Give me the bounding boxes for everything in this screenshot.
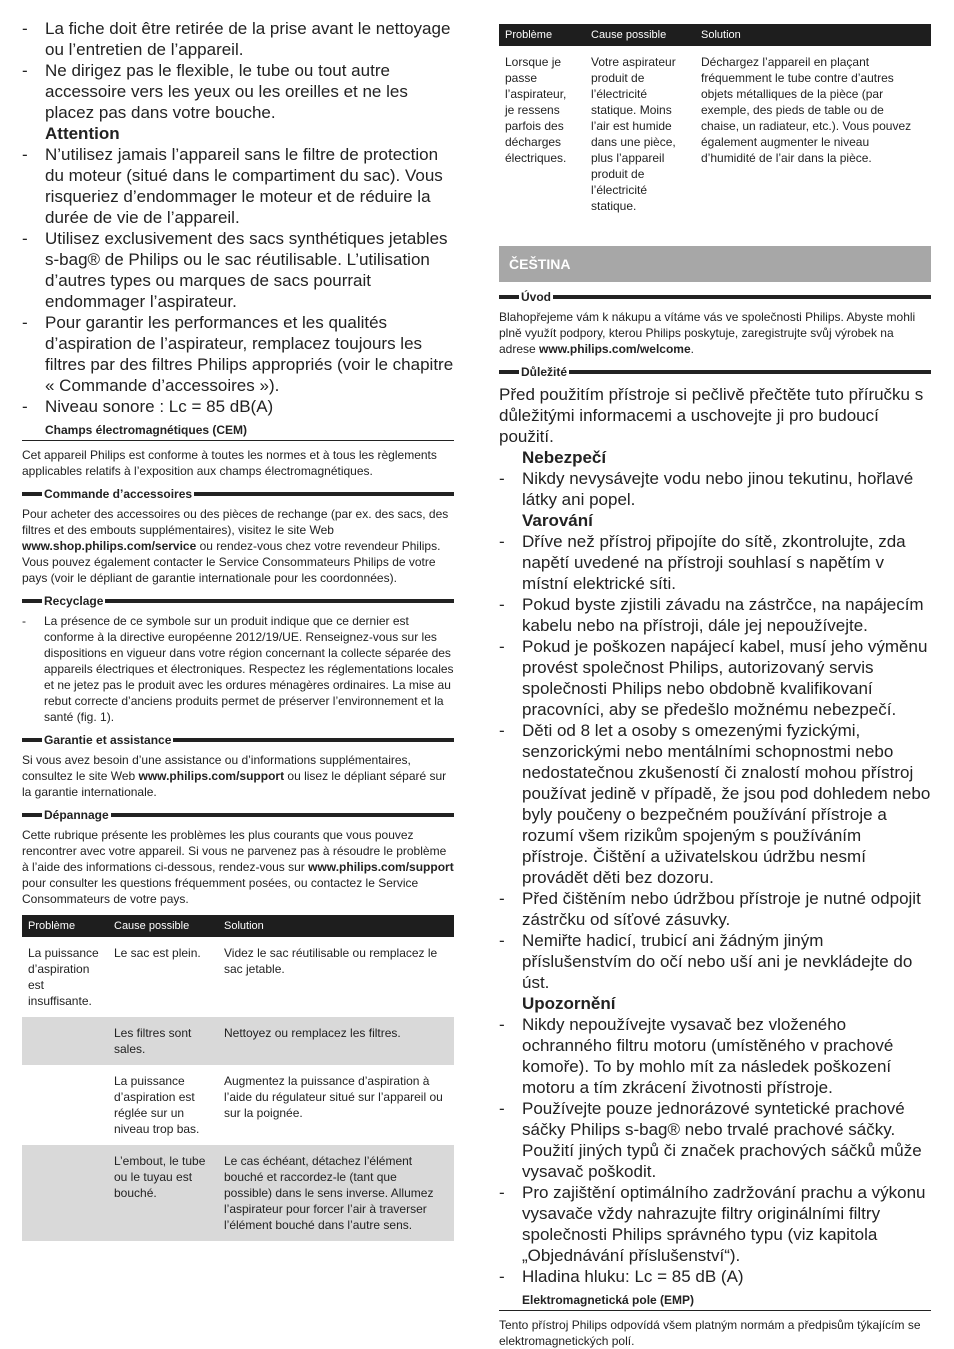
cem-heading-block [22, 423, 454, 441]
solution-cell: Videz le sac réutilisable ou remplacez le sac jetable. [224, 946, 438, 976]
table-row [22, 1017, 454, 1065]
cause-cell: La puissance d’aspiration est réglée sur un niveau trop bas. [114, 1074, 200, 1136]
problem-cell: Lorsque je passe l’aspirateur, je ressens parfois des décharges électriques. [505, 55, 567, 165]
column-header: Problème [22, 915, 108, 937]
solution-cell: Augmentez la puissance d’aspiration à l’aide du régulateur situé sur l’appareil ou sur la poignée. [224, 1074, 443, 1120]
list-item: - Děti od 8 let a osoby s omezenými fyzickými, senzorickými nebo mentálními schopnostmi nebo nedostatečnou zkušeností či znalostí mohou přístroj používat jedině v případě, že jsou pod dohledem nebo byly poučeny o bezpečném používání přístroje a rozumí všem rizikům spojeným s používáním přístroje. Čištění a uživatelskou údržbu nesmí provádět děti bez dozoru. [499, 721, 931, 887]
problem-cell [22, 1065, 108, 1145]
heading-bar [111, 813, 454, 817]
important-heading: Důležité [499, 365, 931, 379]
column-header: Cause possible [585, 24, 695, 46]
solution-cell: Le cas échéant, détachez l’élément bouché et raccordez-le (tant que possible) dans le sens inverse. Allumez l’aspirateur pour forcer l’air à traverser l’élément bouché dans l’autre sens. [218, 1145, 454, 1241]
troubleshooting-heading: Dépannage [22, 808, 454, 822]
accessories-text: Pour acheter des accessoires ou des pièces de rechange (par ex. des sacs, des filtres et des embouts supplémentaires), visitez le site Web www.shop.philips.com/service ou rendez-vous chez votre revendeur Philips. Vous pouvez également contacter le Service Consommateurs Philips de votre pays (voir le dépliant de garantie internationale pour les coordonnées). [22, 507, 449, 585]
list-item: - N’utilisez jamais l’appareil sans le filtre de protection du moteur (situé dans le compartiment du sac). Vous risqueriez d’endommager le moteur et de réduire la durée de vie de l’appareil. [22, 145, 443, 227]
table-row [22, 1145, 454, 1241]
troubleshooting-table [22, 915, 454, 1241]
warranty-text: Si vous avez besoin d’une assistance ou d’informations supplémentaires, consultez le site Web www.philips.com/support ou lisez le dépliant séparé sur la garantie internationale. [22, 753, 447, 799]
table-row [22, 937, 454, 1017]
danger-heading: Nebezpečí [522, 448, 607, 467]
list-item: - Dříve než přístroj připojíte do sítě, zkontrolujte, zda napětí uvedené na přístroji souhlasí s napětím v místní elektrické síti. [499, 532, 906, 593]
left-column [22, 18, 454, 1241]
solution-cell: Nettoyez ou remplacez les filtres. [218, 1017, 454, 1065]
support-link[interactable]: www.philips.com/support [138, 769, 285, 783]
heading-bar [499, 370, 519, 374]
list-item: - Hladina hluku: Lc = 85 dB (A) [499, 1267, 744, 1286]
warning-heading: Varování [522, 511, 593, 530]
heading-bar [173, 738, 454, 742]
list-item: - Niveau sonore : Lc = 85 dB(A) [22, 397, 274, 416]
heading-bar [22, 599, 42, 603]
important-text: Před použitím přístroje si pečlivě přečtěte tuto příručku s důležitými informacemi a uschovejte ji pro budoucí použití. [499, 385, 924, 446]
heading-bar [22, 738, 42, 742]
table-row [22, 1065, 454, 1145]
column-header: Cause possible [108, 915, 218, 937]
heading-bar [553, 295, 931, 299]
emp-heading-block [499, 1293, 931, 1311]
list-item: - Pro zajištění optimálního zadržování prachu a výkonu vysavače vždy nahrazujte filtry originálními filtry společnosti Philips správného typu (viz kapitola „Objednávání příslušenství“). [499, 1183, 926, 1265]
problem-cell [22, 1145, 108, 1241]
heading-bar [569, 370, 931, 374]
column-header: Problème [499, 24, 585, 46]
accessories-heading: Commande d’accessoires [22, 487, 454, 501]
solution-cell: Déchargez l’appareil en plaçant fréquemment le tube contre d’autres objets métalliques de la pièce (par exemple, des pieds de table ou de chaise, un radiateur, etc.). Vous pouvez également augmenter le niveau d’humidité de l’air dans la pièce. [701, 55, 912, 165]
warranty-heading: Garantie et assistance [22, 733, 454, 747]
column-header: Solution [218, 915, 454, 937]
troubleshooting-table-continued [499, 24, 931, 222]
list-item: - Pokud je poškozen napájecí kabel, musí jeho výměnu provést společnost Philips, autorizovaný servis společnosti Philips nebo obdobně kvalifikovaní pracovníci, aby se předešlo možnému nebezpečí. [499, 637, 928, 719]
recycling-heading: Recyclage [22, 594, 454, 608]
heading-bar [194, 492, 454, 496]
list-item: - Utilisez exclusivement des sacs synthétiques jetables s-bag® de Philips ou le sac réutilisable. L’utilisation d’autres types ou marques de sacs pourrait endommager l’aspirateur. [22, 229, 448, 311]
cause-cell: Votre aspirateur produit de l’électricité statique. Moins l’air est humide dans une pièce, plus l’appareil produit de l’électricité statique. [591, 55, 676, 213]
emp-heading: Elektromagnetická pole (EMP) [522, 1293, 695, 1307]
list-item: - Pokud byste zjistili závadu na zástrčce, na napájecím kabelu nebo na přístroji, dále jej nepoužívejte. [499, 595, 924, 635]
intro-text: Blahopřejeme vám k nákupu a vítáme vás ve společnosti Philips. Abyste mohli plně využít podpory, kterou Philips poskytuje, zaregistrujte svůj výrobek na adrese www.philips.com/welcome. [499, 310, 916, 356]
emp-text: Tento přístroj Philips odpovídá všem platným normám a předpisům týkajícím se elektromagnetických polí. [499, 1318, 921, 1348]
heading-bar [22, 813, 42, 817]
heading-bar [499, 295, 519, 299]
list-item: - Nemiřte hadicí, trubicí ani žádným jiným příslušenstvím do očí nebo uší ani je nevkládejte do úst. [499, 931, 913, 992]
recycling-text: - La présence de ce symbole sur un produit indique que ce dernier est conforme à la directive européenne 2012/19/UE. Renseignez-vous sur les dispositions en vigueur dans votre région concernant la collecte séparée des appareils électriques et électroniques. Respectez les réglementations locales et ne jetez pas le produit avec les ordures ménagères ordinaires. La mise au rebut correcte d’anciens produits permet de préserver l’environnement et la santé (fig. 1). [22, 614, 454, 724]
table-header-row [22, 915, 454, 937]
column-header: Solution [695, 24, 931, 46]
table-row [499, 46, 931, 222]
list-item: - La fiche doit être retirée de la prise avant le nettoyage ou l’entretien de l’appareil. [22, 19, 451, 59]
language-section-bar: ČEŠTINA [499, 246, 931, 282]
list-item: - Nikdy nevysávejte vodu nebo jinou tekutinu, hořlavé látky ani popel. [499, 469, 914, 509]
troubleshooting-text: Cette rubrique présente les problèmes les plus courants que vous pouvez rencontrer avec votre appareil. Si vous ne parvenez pas à résoudre le problème à l’aide des informations ci-dessous, rendez-vous sur www.philips.com/support pour consulter les questions fréquemment posées, ou contactez le Service Consommateurs de votre pays. [22, 828, 454, 906]
list-item: - Používejte pouze jednorázové syntetické prachové sáčky Philips s-bag® nebo trvalé prachové sáčky. Použití jiných typů či značek prachových sáčků může vysavač poškodit. [499, 1099, 922, 1181]
cem-heading: Champs électromagnétiques (CEM) [45, 423, 248, 437]
cem-text: Cet appareil Philips est conforme à toutes les normes et à tous les règlements applicables relatifs à l’exposition aux champs électromagnétiques. [22, 448, 437, 478]
shop-link[interactable]: www.shop.philips.com/service [22, 539, 197, 553]
welcome-link[interactable]: www.philips.com/welcome [539, 342, 691, 356]
list-item: - Nikdy nepoužívejte vysavač bez vloženého ochranného filtru motoru (umístěného v prachové komoře). To by mohlo mít za následek poškození motoru a tím zkrácení životnosti přístroje. [499, 1015, 894, 1097]
cause-cell: L’embout, le tube ou le tuyau est bouché. [108, 1145, 218, 1241]
attention-heading: Attention [45, 124, 120, 143]
caution-heading: Upozornění [522, 994, 616, 1013]
list-item: - Před čištěním nebo údržbou přístroje je nutné odpojit zástrčku od síťové zásuvky. [499, 889, 921, 929]
cause-cell: Le sac est plein. [114, 946, 201, 960]
heading-bar [22, 492, 42, 496]
right-column [499, 24, 931, 1349]
list-item: - Ne dirigez pas le flexible, le tube ou tout autre accessoire vers les yeux ou les oreilles et ne les placez pas dans votre bouche. [22, 61, 408, 122]
problem-cell [22, 1017, 108, 1065]
list-item: - Pour garantir les performances et les qualités d’aspiration de l’aspirateur, remplacez toujours les filtres par des filtres Philips appropriés (voir le chapitre « Commande d’accessoires »). [22, 313, 454, 395]
problem-cell: La puissance d’aspiration est insuffisante. [28, 946, 99, 1008]
support-link[interactable]: www.philips.com/support [308, 860, 454, 874]
cause-cell: Les filtres sont sales. [108, 1017, 218, 1065]
table-header-row [499, 24, 931, 46]
intro-heading: Úvod [499, 290, 931, 304]
heading-bar [105, 599, 454, 603]
